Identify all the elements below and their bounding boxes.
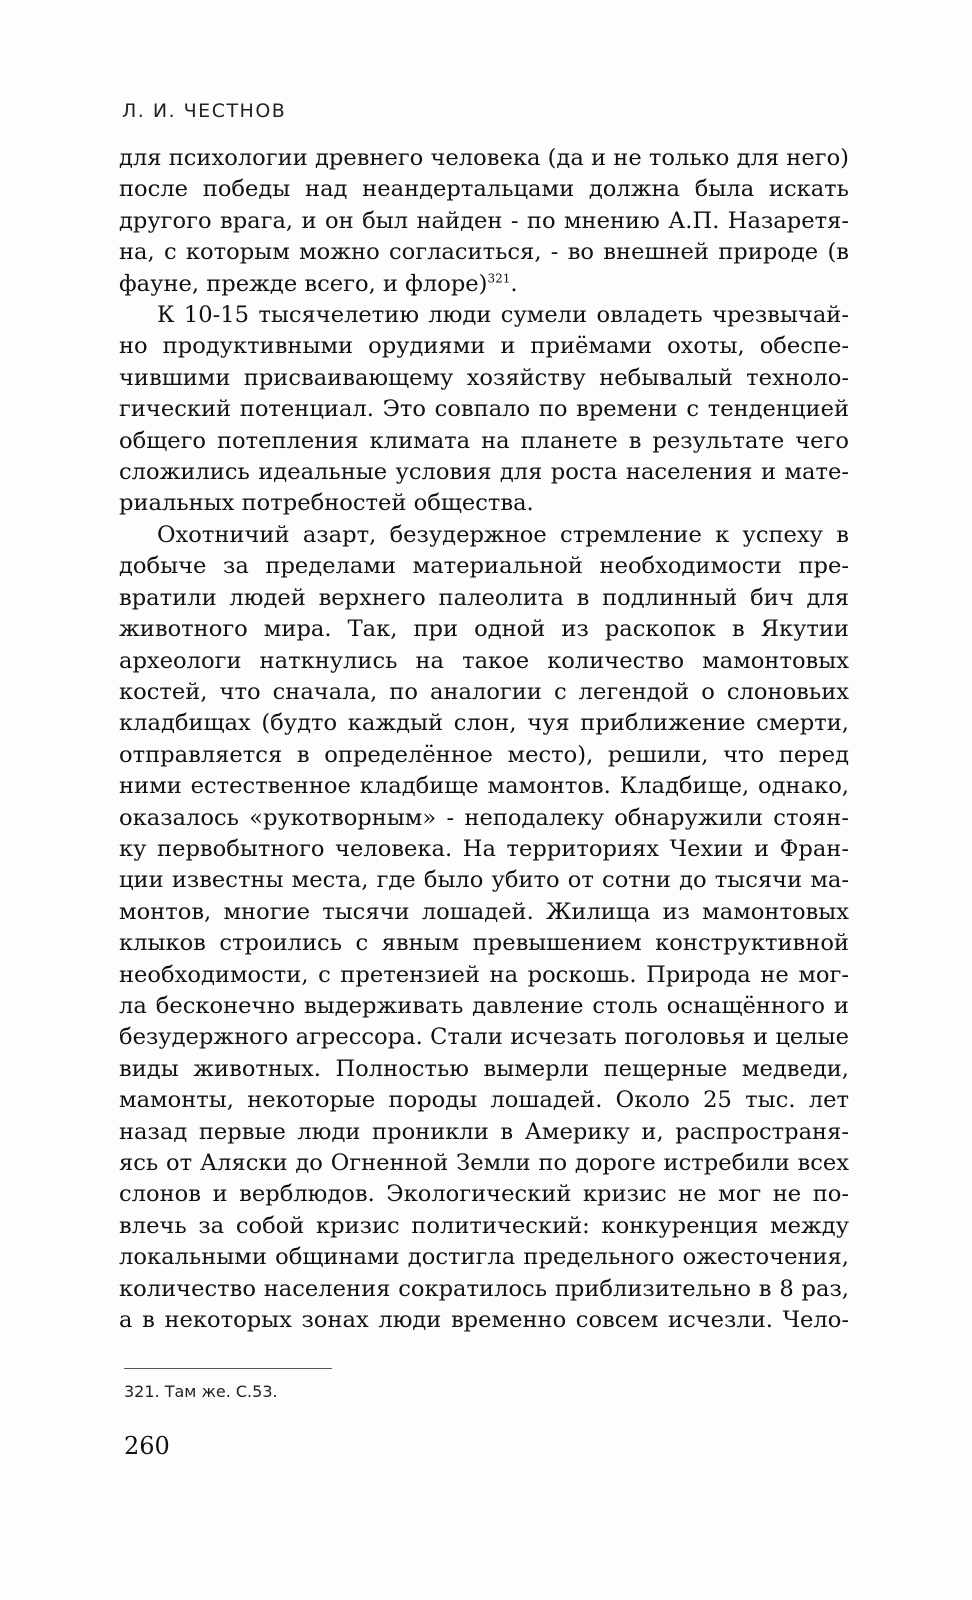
- text-line-with-footnote: [119, 269, 849, 300]
- footnote-reference: 321: [487, 271, 511, 286]
- text-line: ними естественное кладбище мамонтов. Кладбище, однако,: [119, 773, 849, 800]
- text-line: ции известны места, где было убито от сотни до тысячи ма-: [119, 867, 849, 894]
- text-line: добыче за пределами материальной необходимости пре-: [119, 553, 849, 580]
- text-line: ку первобытного человека. На территориях Чехии и Фран-: [119, 835, 849, 862]
- text-line: но продуктивными орудиями и приёмами охоты, обеспе-: [119, 333, 849, 360]
- text-line: на, с которым можно согласиться, - во внешней природе (в: [119, 239, 849, 266]
- text-line: необходимости, с претензией на роскошь. Природа не мог-: [119, 961, 849, 988]
- text-line: влечь за собой кризис политический: конкуренция между: [119, 1212, 849, 1239]
- text-line: риальных потребностей общества.: [119, 490, 534, 517]
- text-line: гический потенциал. Это совпало по времени с тенденцией: [119, 396, 849, 423]
- text-line: другого врага, и он был найден - по мнению А.П. Назаретя-: [119, 207, 849, 234]
- text-line: животного мира. Так, при одной из раскопок в Якутии: [119, 616, 849, 643]
- footnote: 321. Там же. С.53.: [124, 1382, 278, 1401]
- text-line: общего потепления климата на планете в результате чего: [119, 427, 849, 454]
- text-line: слонов и верблюдов. Экологический кризис не мог не по-: [119, 1181, 849, 1208]
- text-line: назад первые люди проникли в Америку и, распространя-: [119, 1118, 849, 1145]
- text-line: клыков строились с явным превышением конструктивной: [119, 930, 849, 957]
- text-line: оказалось «рукотворным» - неподалеку обнаружили стоян-: [119, 804, 849, 831]
- text-line: кладбищах (будто каждый слон, чуя приближение смерти,: [119, 710, 849, 737]
- text-fragment: .: [510, 270, 518, 297]
- text-line: для психологии древнего человека (да и не только для него): [119, 145, 849, 171]
- text-line: локальными общинами достигла предельного ожесточения,: [119, 1244, 849, 1271]
- text-line: количество населения сократилось приблизительно в 8 раз,: [119, 1275, 849, 1302]
- text-line: отправляется в определённое место), решили, что перед: [119, 741, 849, 768]
- text-line: ясь от Аляски до Огненной Земли по дороге истребили всех: [119, 1150, 849, 1176]
- text-line: К 10-15 тысячелетию люди сумели овладеть чрезвычай-: [157, 302, 849, 329]
- footnote-divider: [124, 1368, 332, 1369]
- text-line: после победы над неандертальцами должна была искать: [119, 176, 849, 203]
- text-line: вратили людей верхнего палеолита в подлинный бич для: [119, 584, 849, 611]
- page-number: 260: [124, 1432, 170, 1460]
- text-fragment: фауне, прежде всего, и флоре): [119, 270, 488, 297]
- text-line: ла бесконечно выдерживать давление столь оснащённого и: [119, 992, 849, 1019]
- running-head: Л. И. ЧЕСТНОВ: [122, 100, 287, 122]
- text-line: виды животных. Полностью вымерли пещерные медведи,: [119, 1055, 849, 1082]
- text-line: археологи наткнулись на такое количество мамонтовых: [119, 647, 849, 674]
- text-line: монтов, многие тысячи лошадей. Жилища из мамонтовых: [119, 898, 849, 925]
- text-line: безудержного агрессора. Стали исчезать поголовья и целые: [119, 1024, 849, 1051]
- text-line: костей, что сначала, по аналогии с легендой о слоновьих: [119, 678, 849, 705]
- text-line: чившими присваивающему хозяйству небывалый техноло-: [119, 364, 849, 391]
- text-line: а в некоторых зонах люди временно совсем исчезли. Чело-: [119, 1307, 849, 1334]
- text-line: Охотничий азарт, безудержное стремление к успеху в: [157, 521, 849, 548]
- text-line: мамонты, некоторые породы лошадей. Около 25 тыс. лет: [119, 1087, 849, 1114]
- body-text: [119, 143, 849, 1336]
- text-line: сложились идеальные условия для роста населения и мате-: [119, 459, 849, 486]
